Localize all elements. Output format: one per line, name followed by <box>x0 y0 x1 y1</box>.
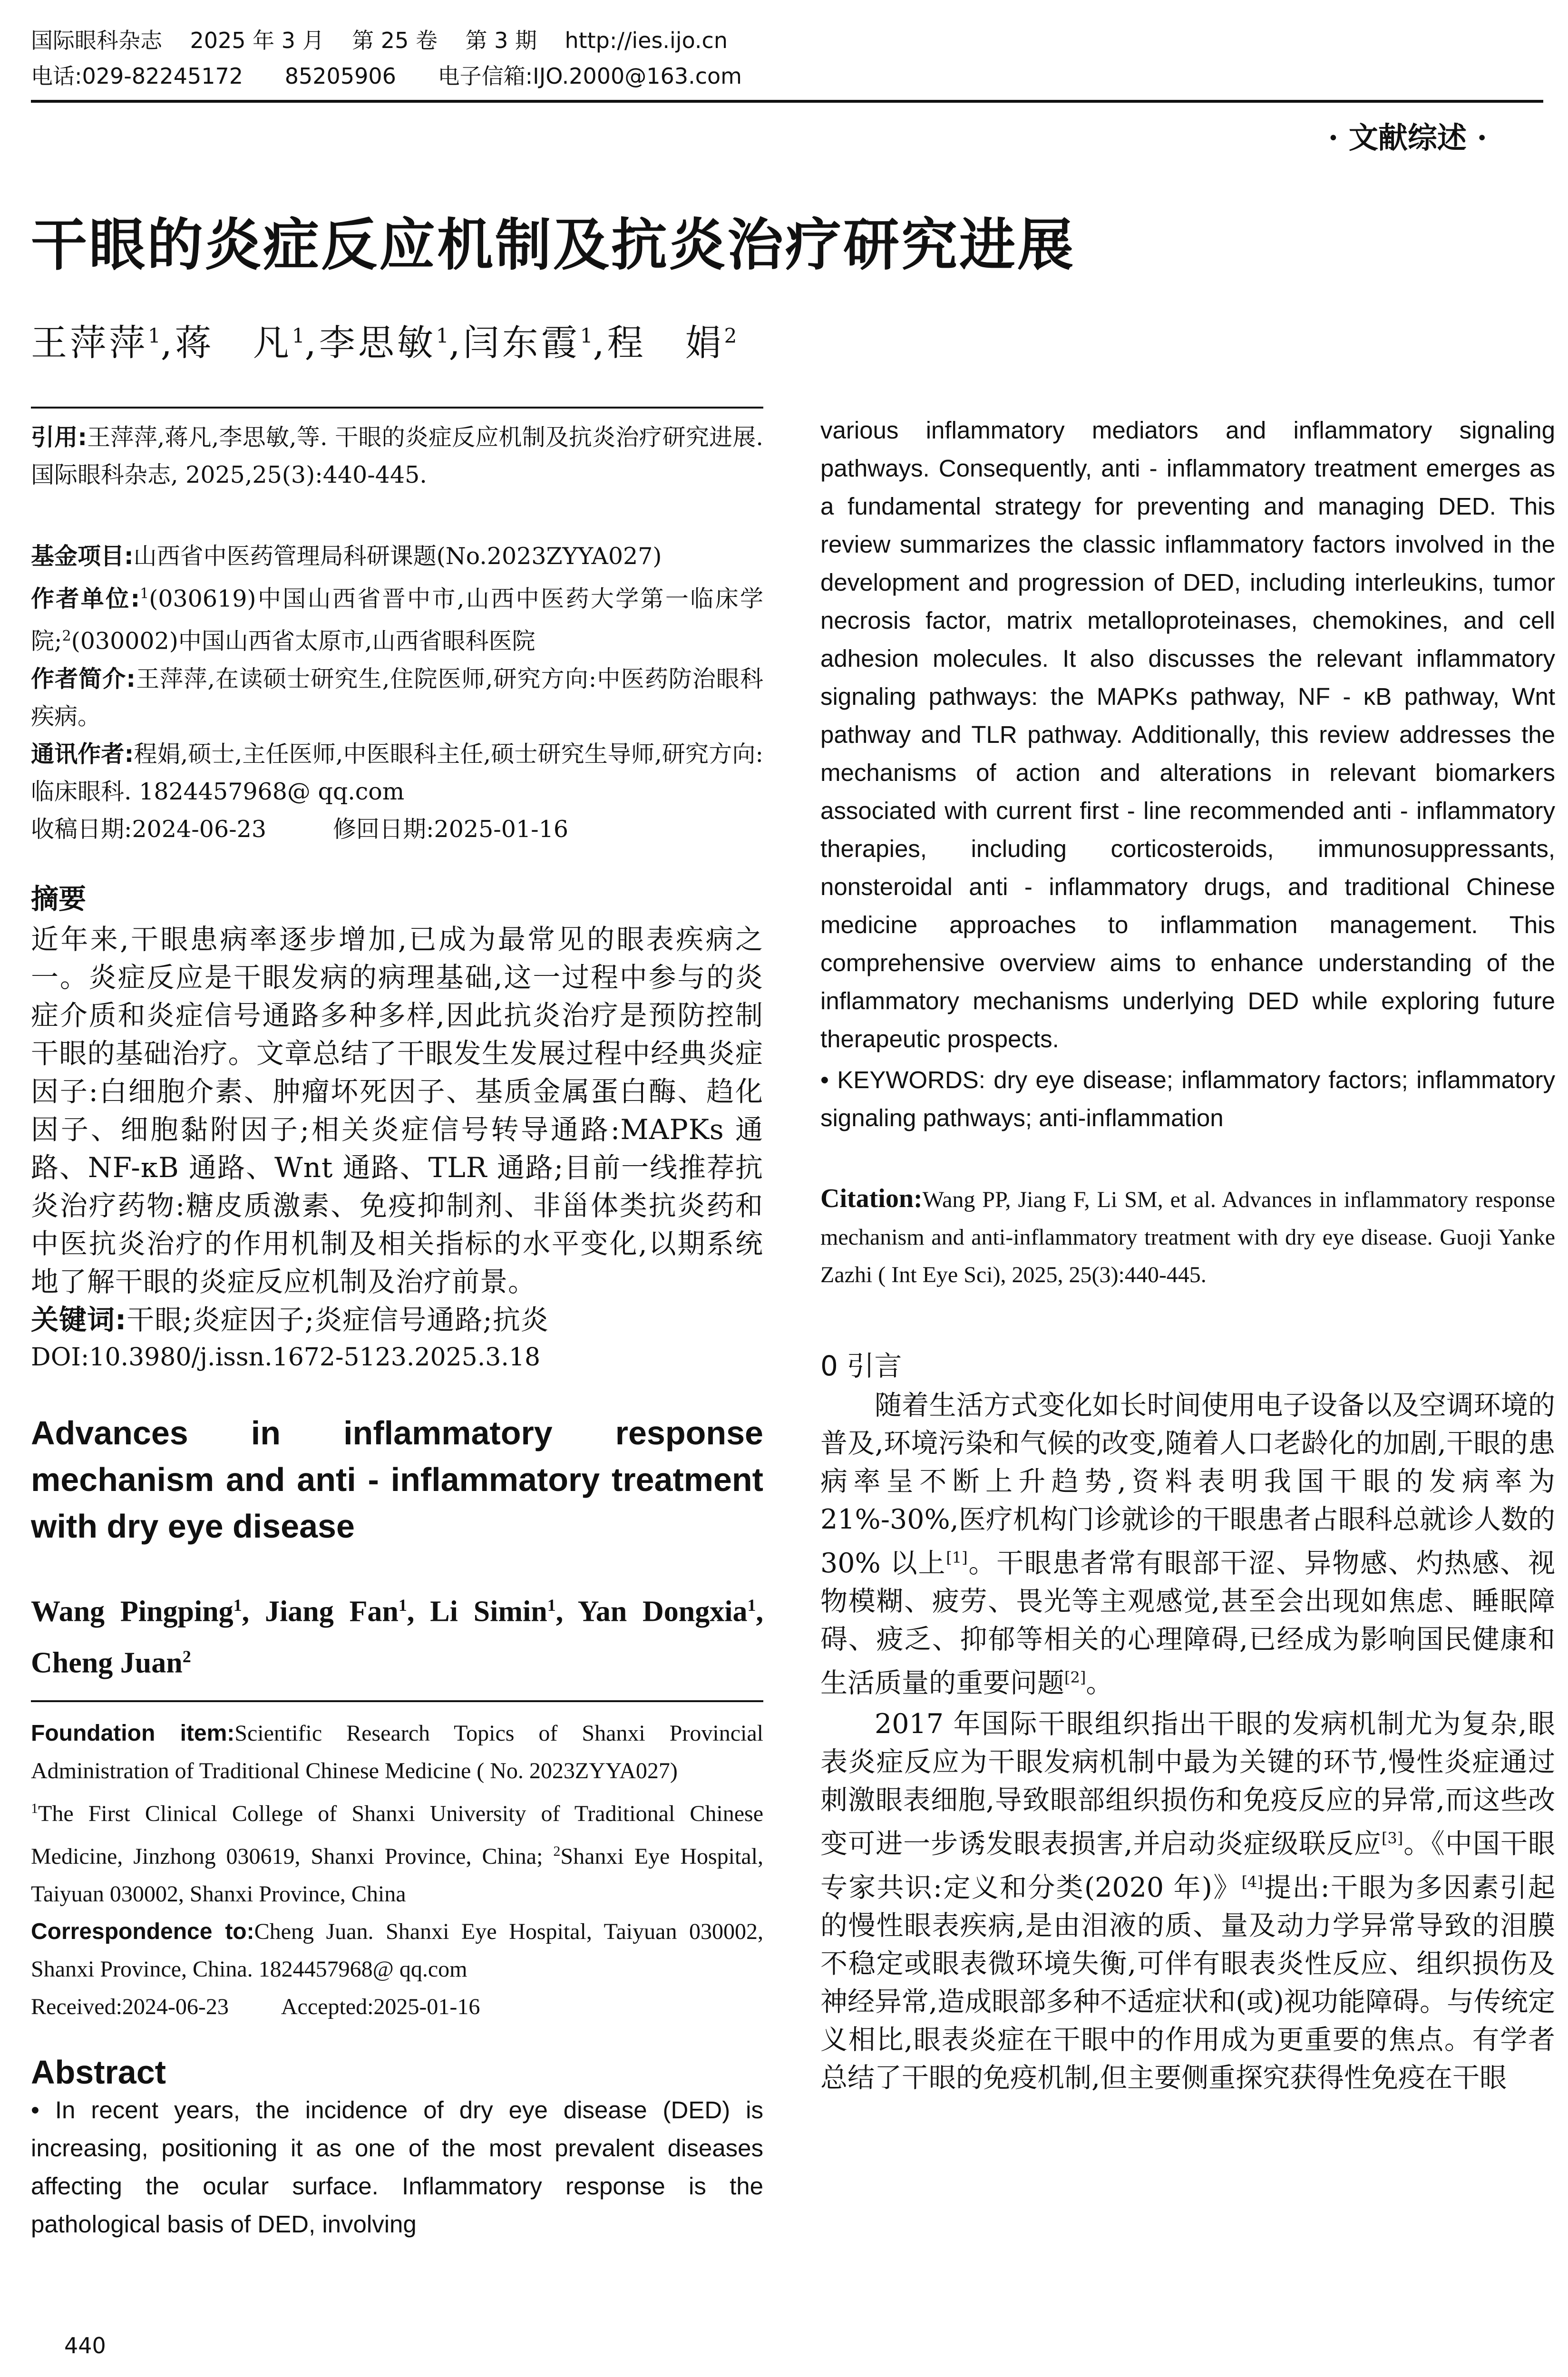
corr-text: 程娟,硕士,主任医师,中医眼科主任,硕士研究生导师,研究方向:临床眼科. 1824457968@ qq.com <box>31 740 763 805</box>
correspondence-text: Cheng Juan. Shanxi Eye Hospital, Taiyuan 030002, Shanxi Province, China. 1824457968@ qq.com <box>31 1919 764 1982</box>
accepted-date: Accepted:2025-01-16 <box>281 1994 480 2019</box>
section-heading: 0 引言 <box>820 1350 902 1382</box>
paragraph-text: 。《中国干眼专家共识:定义和分类(2020 年)》 <box>820 1828 1555 1903</box>
unit-label: 作者单位: <box>31 585 140 613</box>
authors-rule <box>31 1700 763 1702</box>
author-name: 李思敏 <box>319 321 436 364</box>
correspondence <box>31 1913 763 1988</box>
author-name: Li Simin <box>430 1595 547 1628</box>
left-column <box>31 419 763 2243</box>
corr-label: 通讯作者: <box>31 740 134 768</box>
affiliation-mark: 1 <box>292 324 305 348</box>
author-units <box>31 575 763 660</box>
fund-label: 基金项目: <box>31 543 134 570</box>
section-label: · 文献综述 · <box>1328 120 1487 155</box>
intro-paragraph-1 <box>820 1386 1555 1702</box>
affiliation-mark: 2 <box>62 628 71 645</box>
affiliation-mark: 1 <box>148 324 161 348</box>
unit-text-1: (030619)中国山西省晋中市,山西中医药大学第一临床学院; <box>31 585 763 655</box>
affiliation-mark: 1 <box>31 1800 38 1816</box>
header-rule <box>31 100 1543 103</box>
affiliation-mark: 2 <box>553 1843 561 1859</box>
revised-date: 修回日期:2025-01-16 <box>333 815 569 843</box>
author-name: Cheng Juan <box>31 1646 183 1679</box>
correspondence-label: Correspondence to: <box>31 1919 254 1944</box>
chinese-title: 干眼的炎症反应机制及抗炎治疗研究进展 <box>31 212 1076 278</box>
journal-info-line: 国际眼科杂志 2025 年 3 月 第 25 卷 第 3 期 http://ies.ijo.cn <box>31 28 728 53</box>
author-name: Wang Pingping <box>31 1595 234 1628</box>
affiliation-mark: 1 <box>547 1595 556 1615</box>
foundation-item <box>31 1715 763 1790</box>
keywords-label: 关键词: <box>31 1303 127 1336</box>
corresponding-author <box>31 735 763 810</box>
author-bio <box>31 660 763 735</box>
reference-mark[interactable]: [3] <box>1381 1829 1403 1847</box>
foundation-text: Scientific Research Topics of Shanxi Provincial Administration of Traditional Chinese Medicine ( No. 2023ZYYA027) <box>31 1720 763 1783</box>
citation-cn <box>31 419 763 494</box>
affiliation-mark: 1 <box>233 1595 242 1615</box>
citation-label: Citation: <box>820 1184 923 1213</box>
contact-info-line: 电话:029-82245172 85205906 电子信箱:IJO.2000@163.com <box>31 63 742 89</box>
affiliation-text: The First Clinical College of Shanxi University of Traditional Chinese Medicine, Jinzhong 030619, Shanxi Province, China; <box>31 1801 763 1869</box>
cn-abstract-body: 近年来,干眼患病率逐步增加,已成为最常见的眼表疾病之一。炎症反应是干眼发病的病理基础,这一过程中参与的炎症介质和炎症信号通路多种多样,因此抗炎治疗是预防控制干眼的基础治疗。文章总结了干眼发生发展过程中经典炎症因子:白细胞介素、肿瘤坏死因子、基质金属蛋白酶、趋化因子、细胞黏附因子;相关炎症信号转导通路:MAPKs 通路、NF-κB 通路、Wnt 通路、TLR 通路;目前一线推荐抗炎治疗药物:糖皮质激素、免疫抑制剂、非甾体类抗炎药和中医抗炎治疗的作用机制及相关指标的水平变化,以期系统地了解干眼的炎症反应机制及治疗前景。 <box>31 923 763 1298</box>
citation-label: 引用: <box>31 424 87 451</box>
bio-label: 作者简介: <box>31 665 136 692</box>
affiliation-mark: 2 <box>182 1647 191 1666</box>
cn-abstract-title: 摘要 <box>31 882 87 915</box>
affiliation-mark: 2 <box>724 324 737 348</box>
author-name: 蒋 凡 <box>175 321 292 364</box>
paragraph-text: 。 <box>1086 1667 1113 1699</box>
author-name: 闫东霞 <box>463 321 580 364</box>
fund-item <box>31 537 763 575</box>
affiliation-mark: 1 <box>398 1595 407 1615</box>
bio-text: 王萍萍,在读硕士研究生,住院医师,研究方向:中医药防治眼科疾病。 <box>31 665 763 730</box>
journal-header <box>31 23 1543 104</box>
author-name: Jiang Fan <box>265 1595 399 1628</box>
right-column <box>820 411 1556 2094</box>
english-title: Advances in inflammatory response mechanism and anti - inflammatory treatment with dry eye disease <box>31 1414 763 1545</box>
affiliation-mark: 1 <box>747 1595 756 1615</box>
paragraph-text: 随着生活方式变化如长时间使用电子设备以及空调环境的普及,环境污染和气候的改变,随着人口老龄化的加剧,干眼的患病率呈不断上升趋势,资料表明我国干眼的发病率为 21%-30%,医疗机构门诊就诊的干眼患者占眼科总就诊人数的 30% 以上 <box>820 1390 1555 1579</box>
column-rule <box>31 407 763 409</box>
citation-en <box>820 1180 1555 1294</box>
en-dates <box>31 1988 763 2026</box>
affiliation-mark: 1 <box>580 324 593 348</box>
chinese-authors: 王萍萍$^1$,蒋 凡$^1$,李思敏$^1$,闫东霞$^1$,程 娟$^2$ <box>31 321 737 364</box>
reference-mark[interactable]: [2] <box>1064 1668 1086 1686</box>
unit-text-2: (030002)中国山西省太原市,山西省眼科医院 <box>71 627 536 655</box>
page-number: 440 <box>64 2333 106 2358</box>
abstract-title: Abstract <box>31 2053 166 2091</box>
dates-line <box>31 810 763 848</box>
spacer <box>31 516 763 537</box>
keywords-text: 干眼;炎症因子;炎症信号通路;抗炎 <box>127 1303 549 1336</box>
english-authors: Wang Pingping$^1$, Jiang Fan$^1$, Li Simin$^1$, Yan Dongxia$^1$, Cheng Juan$^2$ <box>31 1595 764 1679</box>
received-date: Received:2024-06-23 <box>31 1994 229 2019</box>
fund-text: 山西省中医药管理局科研课题(No.2023ZYYA027) <box>133 543 662 570</box>
paragraph-text: 。干眼患者常有眼部干涩、异物感、灼热感、视物模糊、疲劳、畏光等主观感觉,甚至会出现如焦虑、睡眠障碍、疲乏、抑郁等相关的心理障碍,已经成为影响国民健康和生活质量的重要问题 <box>820 1548 1556 1699</box>
intro-paragraph-2 <box>820 1705 1555 2094</box>
affiliation-mark: 1 <box>140 585 149 602</box>
en-keywords: • KEYWORDS: dry eye disease; inflammatory factors; inflammatory signaling pathways; anti-inflammation <box>820 1066 1555 1131</box>
cn-keywords <box>31 1301 763 1339</box>
received-date: 收稿日期:2024-06-23 <box>31 815 267 843</box>
affiliation-1 <box>31 1790 763 1913</box>
paragraph-text: 2017 年国际干眼组织指出干眼的发病机制尤为复杂,眼表炎症反应为干眼发病机制中最为关键的环节,慢性炎症通过刺激眼表细胞,导致眼部组织损伤和免疫反应的异常,而这些改变可进一步诱发眼表损害,并启动炎症级联反应 <box>820 1708 1555 1860</box>
doi: DOI:10.3980/j.issn.1672-5123.2025.3.18 <box>31 1343 541 1372</box>
reference-mark[interactable]: [4] <box>1241 1873 1263 1891</box>
citation-text: 王萍萍,蒋凡,李思敏,等. 干眼的炎症反应机制及抗炎治疗研究进展. 国际眼科杂志, 2025,25(3):440-445. <box>31 424 763 488</box>
abstract-body-part: • In recent years, the incidence of dry eye disease (DED) is increasing, positioning it as one of the most prevalent diseases affecting the ocular surface. Inflammatory response is the pathological basis of DED, involving <box>31 2096 763 2238</box>
foundation-label: Foundation item: <box>31 1720 235 1746</box>
reference-mark[interactable]: [1] <box>946 1549 968 1567</box>
author-name: 王萍萍 <box>31 321 148 364</box>
spacer <box>31 848 763 877</box>
abstract-body-continued: various inflammatory mediators and inflammatory signaling pathways. Consequently, anti - inflammatory treatment emerges as a fundamental strategy for preventing and managing DED. This review summarizes the classic inflammatory factors involved in the development and progression of DED, including interleukins, tumor necrosis factor, matrix metalloproteinases, chemokines, and cell adhesion molecules. It also discusses the relevant inflammatory signaling pathways: the MAPKs pathway, NF - κB pathway, Wnt pathway and TLR pathway. Additionally, this review addresses the mechanisms of action and alterations in relevant biomarkers associated with current first - line recommended anti - inflammatory therapies, including corticosteroids, immunosuppressants, nonsteroidal anti - inflammatory drugs, and traditional Chinese medicine approaches to inflammation management. This comprehensive overview aims to enhance understanding of the inflammatory mechanisms underlying DED while exploring future therapeutic prospects. <box>820 417 1555 1052</box>
affiliation-text: Shanxi Eye Hospital, Taiyuan 030002, Shanxi Province, China <box>31 1843 763 1907</box>
affiliation-mark: 1 <box>436 324 449 348</box>
author-name: 程 娟 <box>607 321 724 364</box>
paragraph-text: 提出:干眼为多因素引起的慢性眼表疾病,是由泪液的质、量及动力学异常导致的泪膜不稳定或眼表微环境失衡,可伴有眼表炎性反应、组织损伤及神经异常,造成眼部多种不适症状和(或)视功能障碍。与传统定义相比,眼表炎症在干眼中的作用成为更重要的焦点。有学者总结了干眼的免疫机制,但主要侧重探究获得性免疫在干眼 <box>820 1872 1555 2094</box>
citation-text: Wang PP, Jiang F, Li SM, et al. Advances in inflammatory response mechanism and anti-inflammatory treatment with dry eye disease. Guoji Yanke Zazhi ( Int Eye Sci), 2025, 25(3):440-445. <box>820 1187 1555 1287</box>
author-name: Yan Dongxia <box>577 1595 748 1628</box>
